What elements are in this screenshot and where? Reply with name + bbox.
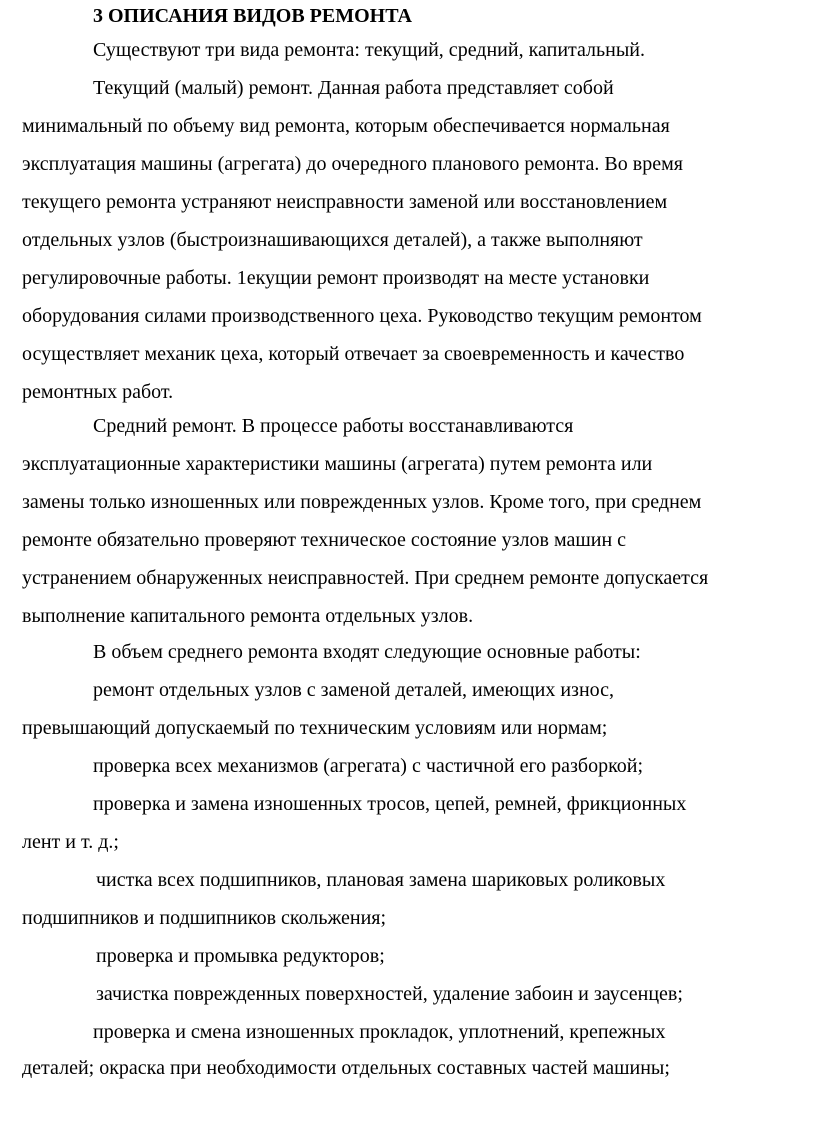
- list-item: ремонт отдельных узлов с заменой деталей, имеющих износ,: [93, 679, 615, 701]
- text-line: Средний ремонт. В процессе работы восстанавливаются: [93, 415, 574, 437]
- text-line: замены только изношенных или поврежденных узлов. Кроме того, при среднем: [22, 491, 702, 513]
- text-line: эксплуатационные характеристики машины (агрегата) путем ремонта или: [22, 453, 653, 475]
- text-line: текущего ремонта устраняют неисправности заменой или восстановлением: [22, 191, 668, 213]
- text-line: устранением обнаруженных неисправностей. При среднем ремонте допускается: [22, 567, 709, 589]
- text-line: осуществляет механик цеха, который отвечает за своевременность и качество: [22, 343, 685, 365]
- list-item: проверка и смена изношенных прокладок, уплотнений, крепежных: [93, 1021, 666, 1043]
- text-line: регулировочные работы. 1екущии ремонт производят на месте установки: [22, 267, 650, 289]
- section-heading: 3 ОПИСАНИЯ ВИДОВ РЕМОНТА: [93, 5, 413, 27]
- text-line: выполнение капитального ремонта отдельных узлов.: [22, 605, 474, 627]
- text-line: подшипников и подшипников скольжения;: [22, 907, 387, 929]
- list-item: проверка и замена изношенных тросов, цепей, ремней, фрикционных: [93, 793, 687, 815]
- text-line: отдельных узлов (быстроизнашивающихся деталей), а также выполняют: [22, 229, 643, 251]
- text-line: ремонте обязательно проверяют техническое состояние узлов машин с: [22, 529, 627, 551]
- text-line: лент и т. д.;: [22, 831, 119, 853]
- list-item: проверка и промывка редукторов;: [96, 945, 385, 967]
- text-line: Существуют три вида ремонта: текущий, средний, капитальный.: [93, 39, 646, 61]
- text-line: минимальный по объему вид ремонта, которым обеспечивается нормальная: [22, 115, 670, 137]
- text-line: оборудования силами производственного цеха. Руководство текущим ремонтом: [22, 305, 702, 327]
- text-line: деталей; окраска при необходимости отдельных составных частей машины;: [22, 1057, 670, 1079]
- text-line: В объем среднего ремонта входят следующие основные работы:: [93, 641, 641, 663]
- list-item: проверка всех механизмов (агрегата) с частичной его разборкой;: [93, 755, 644, 777]
- text-line: превышающий допускаемый по техническим условиям или нормам;: [22, 717, 608, 739]
- text-line: эксплуатация машины (агрегата) до очередного планового ремонта. Во время: [22, 153, 683, 175]
- list-item: чистка всех подшипников, плановая замена шариковых роликовых: [96, 869, 666, 891]
- text-line: ремонтных работ.: [22, 381, 174, 403]
- text-line: Текущий (малый) ремонт. Данная работа представляет собой: [93, 77, 614, 99]
- list-item: зачистка поврежденных поверхностей, удаление забоин и заусенцев;: [96, 983, 683, 1005]
